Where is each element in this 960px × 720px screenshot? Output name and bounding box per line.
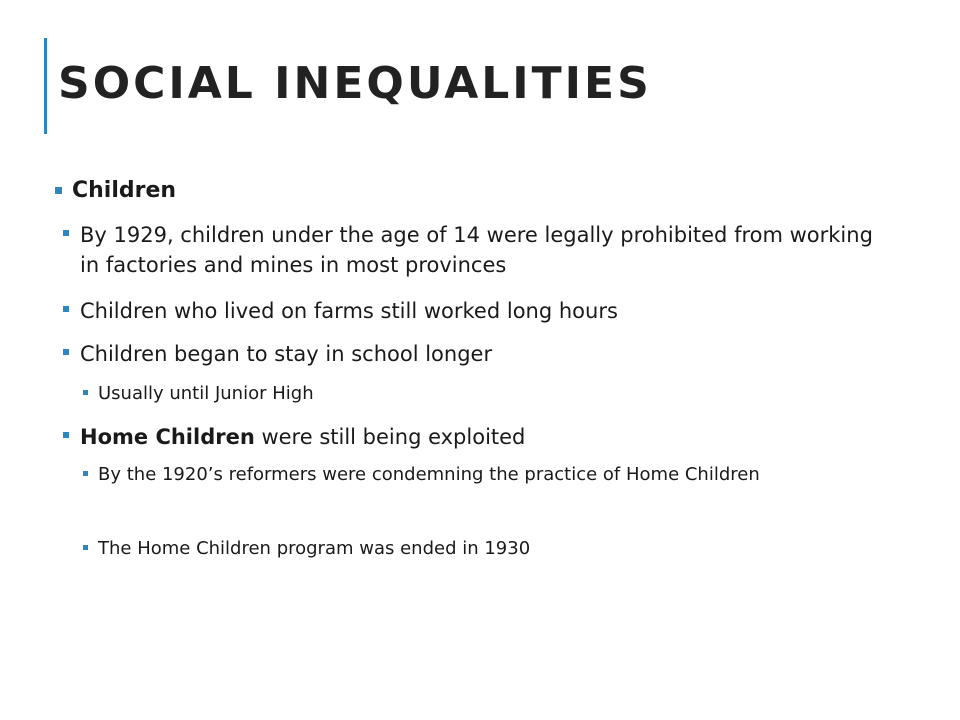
bullet-text: were still being exploited	[254, 425, 526, 449]
bullet-level2-farms	[80, 296, 880, 326]
bullet-level3-reformers	[98, 462, 878, 488]
bullet-level2-law	[80, 220, 880, 280]
slide-title: SOCIAL INEQUALITIES	[58, 58, 652, 109]
bullet-text: By the 1920’s reformers were condemning the practice of Home Children	[98, 464, 760, 485]
bullet-level3-junior-high	[98, 381, 878, 407]
bullet-text: Children	[72, 178, 177, 203]
bullet-level2-home-children	[80, 422, 880, 452]
bullet-text: Children who lived on farms still worked long hours	[80, 299, 618, 323]
bullet-level2-school	[80, 339, 880, 369]
bullet-text-bold: Home Children	[80, 425, 255, 449]
square-bullet-icon	[83, 471, 88, 476]
square-bullet-icon	[83, 545, 88, 550]
bullet-level3-program-ended	[98, 536, 878, 562]
bullet-text: By 1929, children under the age of 14 were legally prohibited from working in factories and mines in most provinces	[80, 223, 873, 277]
square-bullet-icon	[63, 432, 69, 438]
bullet-text: The Home Children program was ended in 1930	[98, 538, 531, 559]
title-accent-bar	[44, 38, 47, 134]
square-bullet-icon	[63, 230, 69, 236]
square-bullet-icon	[63, 306, 69, 312]
bullet-text: Usually until Junior High	[98, 383, 314, 404]
bullet-level1-children	[72, 178, 176, 203]
bullet-text: Children began to stay in school longer	[80, 342, 493, 366]
square-bullet-icon	[63, 349, 69, 355]
square-bullet-icon	[55, 187, 62, 194]
square-bullet-icon	[83, 390, 88, 395]
